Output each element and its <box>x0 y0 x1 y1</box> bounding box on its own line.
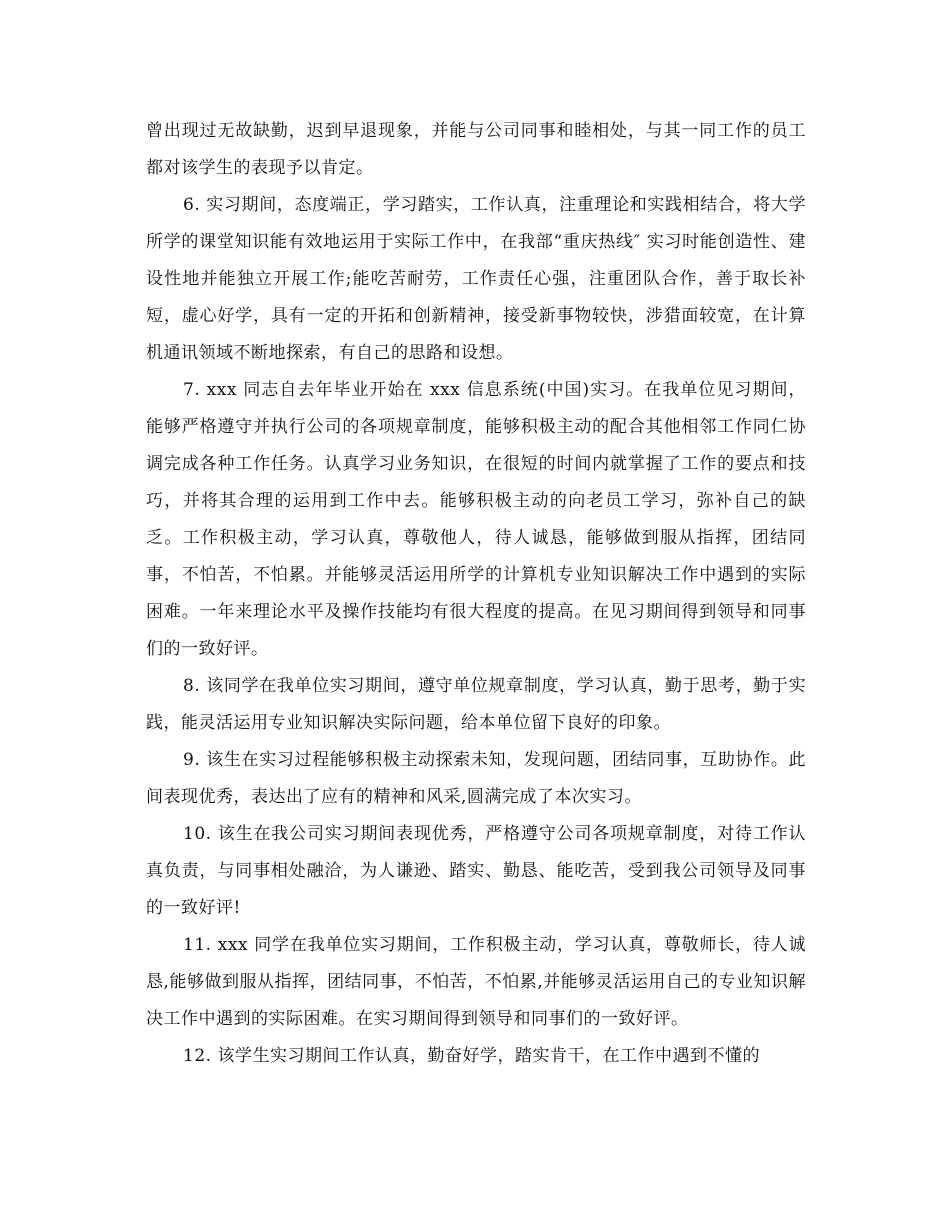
paragraph-item-10: 10. 该生在我公司实习期间表现优秀，严格遵守公司各项规章制度，对待工作认真负责，与同事相处融洽，为人谦逊、踏实、勤恳、能吃苦，受到我公司领导及同事的一致好评! <box>146 824 806 918</box>
paragraph-item-11: 11. xxx 同学在我单位实习期间，工作积极主动，学习认真，尊敬师长，待人诚恳,能够做到服从指挥，团结同事，不怕苦，不怕累,并能够灵活运用自己的专业知识解决工作中遇到的实际困难。在实习期间得到领导和同事们的一致好评。 <box>146 935 806 1029</box>
paragraph-item-9: 9. 该生在实习过程能够积极主动探索未知，发现问题，团结同事，互助协作。此间表现优秀，表达出了应有的精神和风采,圆满完成了本次实习。 <box>146 750 806 807</box>
paragraph-item-6: 6. 实习期间，态度端正，学习踏实，工作认真，注重理论和实践相结合，将大学所学的课堂知识能有效地运用于实际工作中，在我部“重庆热线″ 实习时能创造性、建设性地并能独立开展工作;能吃苦耐劳，工作责任心强，注重团队合作，善于取长补短，虚心好学，具有一定的开拓和创新精神，接受新事物较快，涉猎面较宽，在计算机通讯领域不断地探索，有自己的思路和设想。 <box>146 195 806 363</box>
paragraph-item-8: 8. 该同学在我单位实习期间，遵守单位规章制度，学习认真，勤于思考，勤于实践，能灵活运用专业知识解决实际问题，给本单位留下良好的印象。 <box>146 676 806 733</box>
paragraph-item-12: 12. 该学生实习期间工作认真，勤奋好学，踏实肯干，在工作中遇到不懂的 <box>183 1046 760 1066</box>
paragraph-item-7: 7. xxx 同志自去年毕业开始在 xxx 信息系统(中国)实习。在我单位见习期间，能够严格遵守并执行公司的各项规章制度，能够积极主动的配合其他相邻工作同仁协调完成各种工作任务。认真学习业务知识，在很短的时间内就掌握了工作的要点和技巧，并将其合理的运用到工作中去。能够积极主动的向老员工学习，弥补自己的缺乏。工作积极主动，学习认真，尊敬他人，待人诚恳，能够做到服从指挥，团结同事，不怕苦，不怕累。并能够灵活运用所学的计算机专业知识解决工作中遇到的实际困难。一年来理论水平及操作技能均有很大程度的提高。在见习期间得到领导和同事们的一致好评。 <box>146 380 806 659</box>
document-body <box>146 113 806 1075</box>
paragraph-continued: 曾出现过无故缺勤，迟到早退现象，并能与公司同事和睦相处，与其一同工作的员工都对该学生的表现予以肯定。 <box>146 121 806 178</box>
